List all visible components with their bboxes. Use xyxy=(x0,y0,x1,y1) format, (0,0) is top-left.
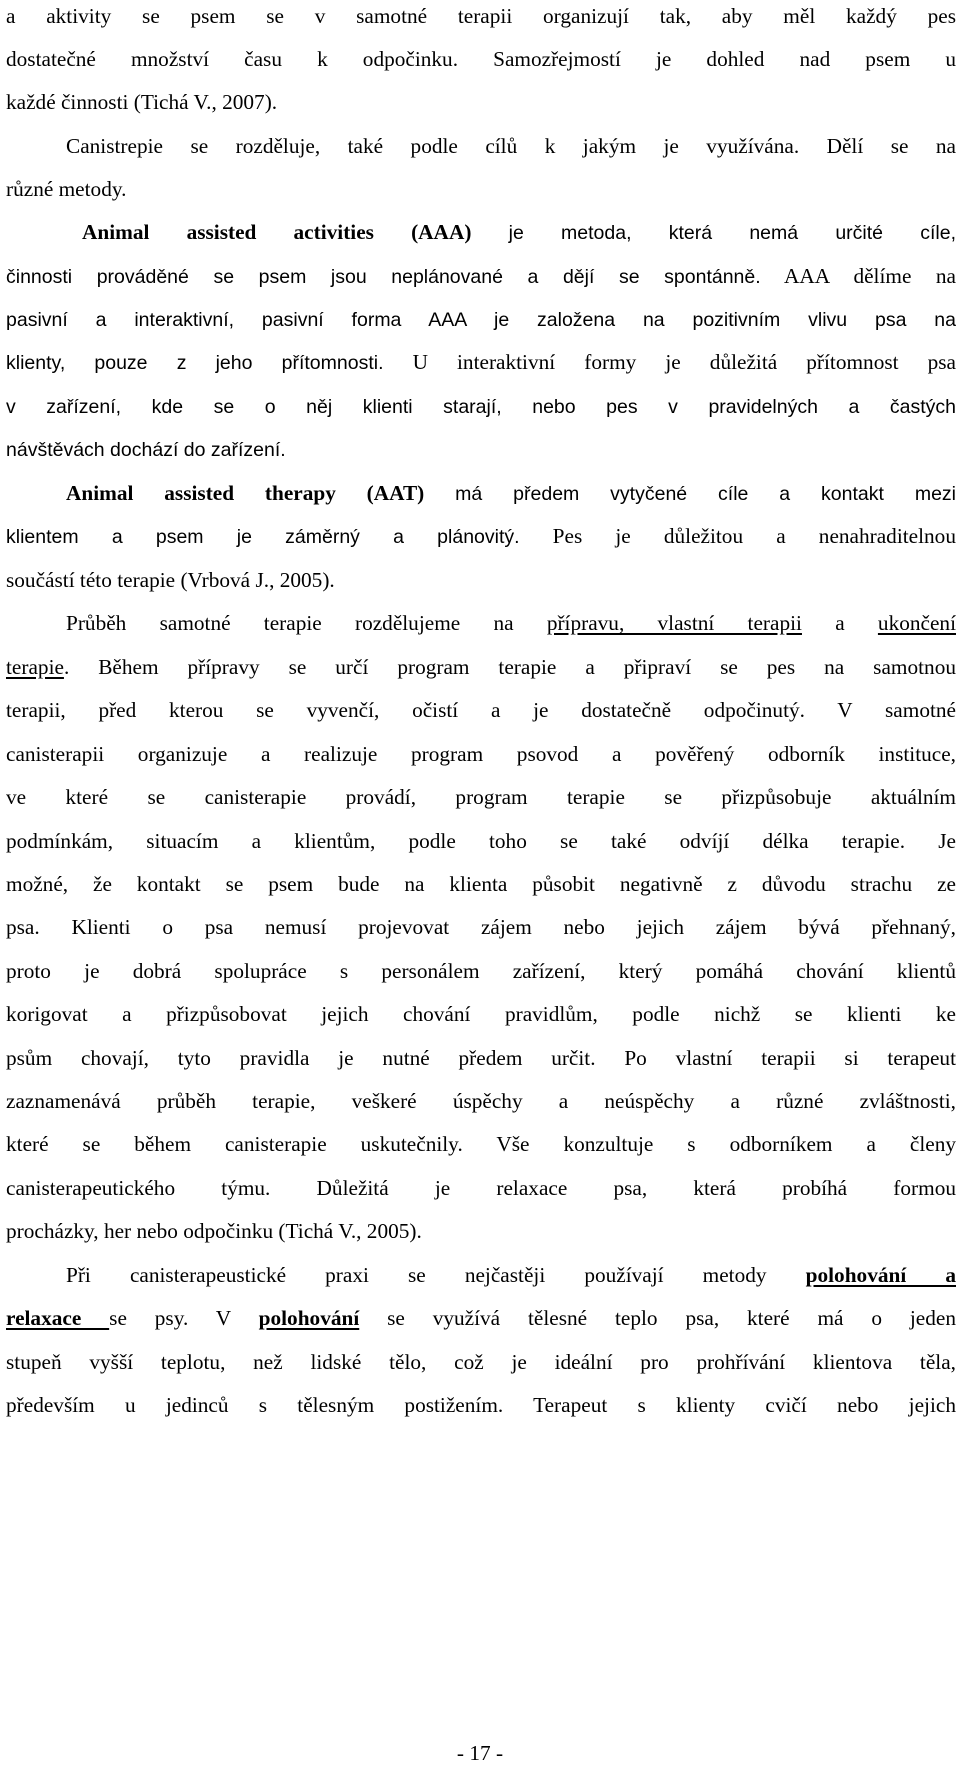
text-span: psa. Klienti o psa nemusí projevovat zájem nebo jejich zájem bývá přehnaný, xyxy=(6,915,956,939)
underlined-bold-term: polohování a xyxy=(805,1263,956,1287)
text-line xyxy=(6,869,956,899)
text-span: možné, že kontakt se psem bude na klienta působit negativně z důvodu strachu ze xyxy=(6,872,956,896)
text-span: procházky, her nebo odpočinku (Tichá V., 2005). xyxy=(6,1219,422,1243)
text-span: canisterapii organizuje a realizuje program psovod a pověřený odborník instituce, xyxy=(6,742,956,766)
text-line xyxy=(6,1129,956,1159)
text-line xyxy=(6,565,956,595)
text-span: klientem a psem je záměrný a plánovitý. xyxy=(6,526,520,548)
text-span: návštěvách dochází do zařízení. xyxy=(6,439,286,461)
text-span: každé činnosti (Tichá V., 2007). xyxy=(6,90,278,114)
text-line xyxy=(6,999,956,1029)
text-line xyxy=(6,695,956,725)
page-number: - 17 - xyxy=(456,1741,504,1765)
underlined-bold-term: polohování xyxy=(258,1306,360,1330)
text-line xyxy=(6,652,956,682)
text-line xyxy=(6,1043,956,1073)
text-span: v zařízení, kde se o něj klienti starají, nebo pes v pravidelných a častých xyxy=(6,396,956,418)
text-line xyxy=(66,131,956,161)
text-span: a xyxy=(801,611,878,635)
text-line xyxy=(6,739,956,769)
text-span: Průběh samotné terapie rozdělujeme na xyxy=(66,611,547,635)
text-line xyxy=(82,217,956,247)
text-line xyxy=(66,608,956,638)
text-line xyxy=(6,521,956,551)
text-line xyxy=(6,1347,956,1377)
text-span: proto je dobrá spolupráce s personálem zařízení, který pomáhá chování klientů xyxy=(6,959,956,983)
underlined-term: přípravu, vlastní terapii xyxy=(546,611,802,635)
text-span: korigovat a přizpůsobovat jejich chování pravidlům, podle nichž se klienti ke xyxy=(6,1002,956,1026)
text-line xyxy=(6,261,956,291)
text-span: různé metody. xyxy=(6,177,127,201)
text-line xyxy=(6,347,956,377)
text-line xyxy=(66,478,956,508)
text-span: Při canisterapeustické praxi se nejčastěji používají metody xyxy=(66,1263,806,1287)
text-span: se využívá tělesné teplo psa, které má o jeden xyxy=(359,1306,956,1330)
text-span: dostatečné množství času k odpočinku. Samozřejmostí je dohled nad psem u xyxy=(6,47,956,71)
text-span: Pes je důležitou a nenahraditelnou xyxy=(519,524,956,548)
term-aaa: Animal assisted activities (AAA) xyxy=(82,220,472,244)
text-span: především u jedinců s tělesným postižením. Terapeut s klienty cvičí nebo jejich xyxy=(6,1393,956,1417)
text-line xyxy=(6,174,956,204)
text-line xyxy=(6,956,956,986)
text-line xyxy=(6,1,956,31)
text-span: součástí této terapie (Vrbová J., 2005). xyxy=(6,568,335,592)
term-aat: Animal assisted therapy (AAT) xyxy=(66,481,425,505)
text-span: psům chovají, tyto pravidla je nutné předem určit. Po vlastní terapii si terapeut xyxy=(6,1046,956,1070)
text-span: činnosti prováděné se psem jsou neplánované a dějí se spontánně. xyxy=(6,266,761,288)
text-line xyxy=(6,391,956,421)
text-span: . Během přípravy se určí program terapie a připraví se pes na samotnou xyxy=(63,655,956,679)
text-line xyxy=(6,826,956,856)
text-span: podmínkám, situacím a klientům, podle toho se také odvíjí délka terapie. Je xyxy=(6,829,956,853)
text-span: U interaktivní formy je důležitá přítomnost psa xyxy=(383,350,957,374)
text-line xyxy=(6,87,956,117)
text-span: má předem vytyčené cíle a kontakt mezi xyxy=(424,483,956,505)
text-line xyxy=(6,1173,956,1203)
text-line xyxy=(6,912,956,942)
text-span: Canistrepie se rozděluje, také podle cílů k jakým je využívána. Dělí se na xyxy=(66,134,956,158)
underlined-bold-term: relaxace xyxy=(6,1306,110,1330)
text-span: stupeň vyšší teplotu, než lidské tělo, což je ideální pro prohřívání klientova těla, xyxy=(6,1350,956,1374)
text-span: se psy. V xyxy=(109,1306,259,1330)
text-span: AAA dělíme na xyxy=(760,264,956,288)
text-line xyxy=(6,1303,956,1333)
text-span: canisterapeutického týmu. Důležitá je relaxace psa, která probíhá formou xyxy=(6,1176,956,1200)
text-line xyxy=(6,44,956,74)
text-line xyxy=(6,1390,956,1420)
text-span: zaznamenává průběh terapie, veškeré úspěchy a neúspěchy a různé zvláštnosti, xyxy=(6,1089,956,1113)
text-line xyxy=(6,304,956,334)
text-line xyxy=(6,1216,956,1246)
text-span: a aktivity se psem se v samotné terapii organizují tak, aby měl každý pes xyxy=(6,4,956,28)
text-span: které se během canisterapie uskutečnily. Vše konzultuje s odborníkem a členy xyxy=(6,1132,956,1156)
text-line xyxy=(66,1260,956,1290)
underlined-term: ukončení xyxy=(877,611,956,635)
text-span: ve které se canisterapie provádí, program terapie se přizpůsobuje aktuálním xyxy=(6,785,956,809)
text-span: pasivní a interaktivní, pasivní forma AAA je založena na pozitivním vlivu psa na xyxy=(6,309,956,331)
text-line xyxy=(6,434,956,464)
text-line xyxy=(6,782,956,812)
text-span: je metoda, která nemá určité cíle, xyxy=(471,222,956,244)
underlined-term: terapie xyxy=(6,655,64,679)
text-span: klienty, pouze z jeho přítomnosti. xyxy=(6,352,384,374)
text-line xyxy=(6,1086,956,1116)
text-span: terapii, před kterou se vyvenčí, očistí a je dostatečně odpočinutý. V samotné xyxy=(6,698,956,722)
